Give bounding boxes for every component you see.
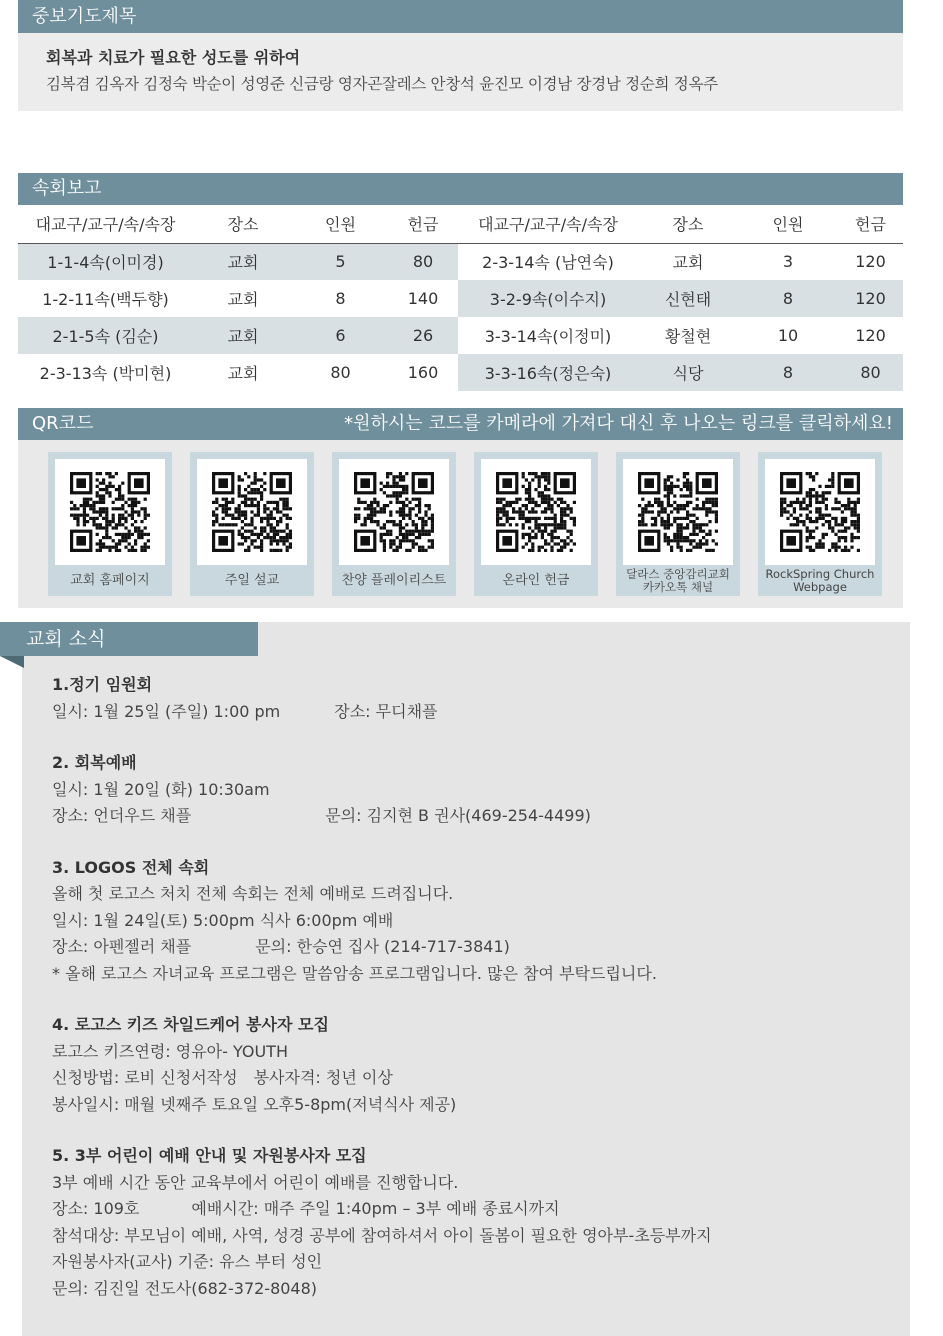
table-cell: 교회 [193,243,293,280]
table-cell: 26 [388,317,458,354]
news-item-childcare [52,1012,892,1118]
table-cell: 3-3-16속(정은숙) [458,354,638,391]
table-cell: 교회 [227,364,259,383]
qr-code-icon[interactable] [481,459,591,565]
qr-label [758,565,882,596]
qr-header [18,408,903,440]
table-header-row [18,205,903,243]
prayer-box [18,33,903,111]
news-text: 봉사자격: 청년 이상 [253,1068,393,1087]
news-text: 신청방법: 로비 신청서작성 [52,1068,238,1087]
table-cell: 8 [738,280,838,317]
table-cell: 120 [855,326,886,345]
table-cell: 3-2-9속(이수지) [458,280,638,317]
table-cell: 황철현 [664,327,712,346]
col-header: 대교구/교구/속/속장 [458,205,638,243]
table-cell: 1-2-11속(백두향) [42,290,169,309]
qr-card-rockspring[interactable] [758,452,882,596]
table-cell: 8 [335,289,346,308]
news-line: 참석대상: 부모님이 예배, 사역, 성경 공부에 참여하셔서 아이 돌봄이 필요한 영아부-초등부까지 [52,1225,712,1245]
table-cell: 140 [407,289,439,308]
news-item-children-worship [52,1143,892,1302]
col-header: 인원 [738,205,838,243]
news-text: 예배시간: 매주 주일 1:40pm – 3부 예배 종료시까지 [191,1199,560,1218]
news-item-title: 4. 로고스 키즈 차일드케어 봉사자 모집 [52,1015,329,1034]
table-row [18,317,903,354]
table-cell: 3 [782,252,794,272]
cell-report-header: 속회보고 [18,173,903,205]
news-line: 자원봉사자(교사) 기준: 유스 부터 성인 [52,1252,323,1271]
news-line: 로고스 키즈연령: 영유아- YOUTH [52,1041,288,1061]
qr-header-title: QR코드 [32,413,94,434]
cell-report-table [18,205,903,391]
table-cell: 5 [293,243,388,280]
news-line: * 올해 로고스 자녀교육 프로그램은 말씀암송 프로그램입니다. 많은 참여 부탁드립니다. [52,963,657,983]
news-line: 올해 첫 로고스 처치 전체 속회는 전체 예배로 드려집니다. [52,884,454,903]
table-cell: 2-3-14속 (남연숙) [482,253,614,273]
news-item-title: 5. 3부 어린이 예배 안내 및 자원봉사자 모집 [52,1146,367,1165]
prayer-names: 김복겸 김옥자 김정숙 박순이 성영준 신금랑 영자곤잘레스 안창석 윤진모 이경남 장경남 정순희 정옥주 [46,75,718,93]
table-row [18,280,903,317]
table-cell: 교회 [227,290,259,309]
news-line: 봉사일시: 매월 넷째주 토요일 오후5-8pm(저녁식사 제공) [52,1094,457,1114]
table-cell: 3-3-14속(이정미) [484,327,612,346]
news-line: 일시: 1월 24일(토) 5:00pm 식사 6:00pm 예배 [52,910,394,930]
table-cell: 120 [855,252,886,272]
table-cell: 2-1-5속 (김순) [18,317,193,354]
table-cell: 교회 [193,317,293,354]
qr-label: 찬양 플레이리스트 [341,572,447,588]
col-header: 헌금 [838,205,903,243]
table-cell: 6 [293,317,388,354]
qr-card-sermon[interactable] [190,452,314,596]
news-list [52,672,892,1327]
qr-label-line: 달라스 중앙감리교회 [626,566,730,581]
qr-card-homepage[interactable] [48,452,172,596]
news-item-board-meeting [52,672,892,725]
news-item-recovery-worship [52,750,892,830]
table-cell: 160 [407,363,439,382]
qr-label-line: RockSpring Church [765,566,875,581]
qr-card-offering[interactable] [474,452,598,596]
qr-card-kakao[interactable] [616,452,740,596]
news-text: 문의: 한승연 집사 (214-717-3841) [255,937,510,956]
news-line: 3부 예배 시간 동안 교육부에서 어린이 예배를 진행합니다. [52,1172,459,1192]
news-line [52,1065,892,1092]
qr-code-icon[interactable] [623,459,733,565]
qr-section [18,440,903,608]
prayer-header: 중보기도제목 [18,0,903,33]
news-line [52,803,892,830]
qr-label: 교회 홈페이지 [70,572,150,588]
qr-code-icon[interactable] [339,459,449,565]
table-cell: 신현태 [638,280,738,317]
table-cell: 8 [738,354,838,391]
news-item-title: 1.정기 임원회 [52,675,153,694]
news-text: 장소: 언더우드 채플 [52,806,192,825]
table-cell: 80 [838,354,903,391]
col-header: 장소 [638,205,738,243]
news-line [52,1196,892,1223]
news-text: 장소: 아펜젤러 채플 [52,937,192,956]
table-cell: 식당 [638,354,738,391]
news-text: 장소: 무디채플 [334,701,438,721]
table-cell: 10 [777,326,799,345]
prayer-title: 회복과 치료가 필요한 성도를 위하여 [46,48,301,67]
news-text: 장소: 109호 [52,1199,140,1218]
table-row [18,354,903,391]
news-text: 일시: 1월 25일 (주일) 1:00 pm [52,701,281,721]
qr-label-line: Webpage [793,579,847,594]
news-header: 교회 소식 [0,622,258,656]
table-row [18,243,903,280]
qr-label: 온라인 헌금 [502,572,570,588]
qr-code-icon[interactable] [197,459,307,565]
table-cell: 1-1-4속(이미경) [18,243,193,280]
news-line [52,699,892,726]
qr-instruction: *원하시는 코드를 카메라에 가져다 대신 후 나오는 링크를 클릭하세요! [344,413,893,434]
news-line: 일시: 1월 20일 (화) 10:30am [52,779,270,799]
qr-code-icon[interactable] [55,459,165,565]
table-cell: 120 [838,280,903,317]
qr-label-line: 카카오톡 채널 [642,579,714,594]
qr-code-icon[interactable] [765,459,875,565]
news-text: 문의: 김지현 B 권사(469-254-4499) [325,806,591,825]
news-item-title: 2. 회복예배 [52,753,137,772]
table-cell: 80 [388,243,458,280]
news-header-fold [0,656,24,668]
table-cell: 2-3-13속 (박미현) [39,364,172,383]
col-header: 장소 [193,205,293,243]
col-header: 인원 [293,205,388,243]
news-item-logos [52,855,892,988]
table-cell: 80 [330,363,351,382]
news-item-title: 3. LOGOS 전체 속회 [52,857,210,877]
col-header: 헌금 [388,205,458,243]
news-line: 문의: 김진일 전도사(682-372-8048) [52,1278,318,1298]
qr-card-playlist[interactable] [332,452,456,596]
news-line [52,934,892,961]
col-header: 대교구/교구/속/속장 [18,205,193,243]
qr-label: 주일 설교 [224,572,280,588]
qr-label [616,565,740,596]
table-cell: 교회 [672,253,704,273]
